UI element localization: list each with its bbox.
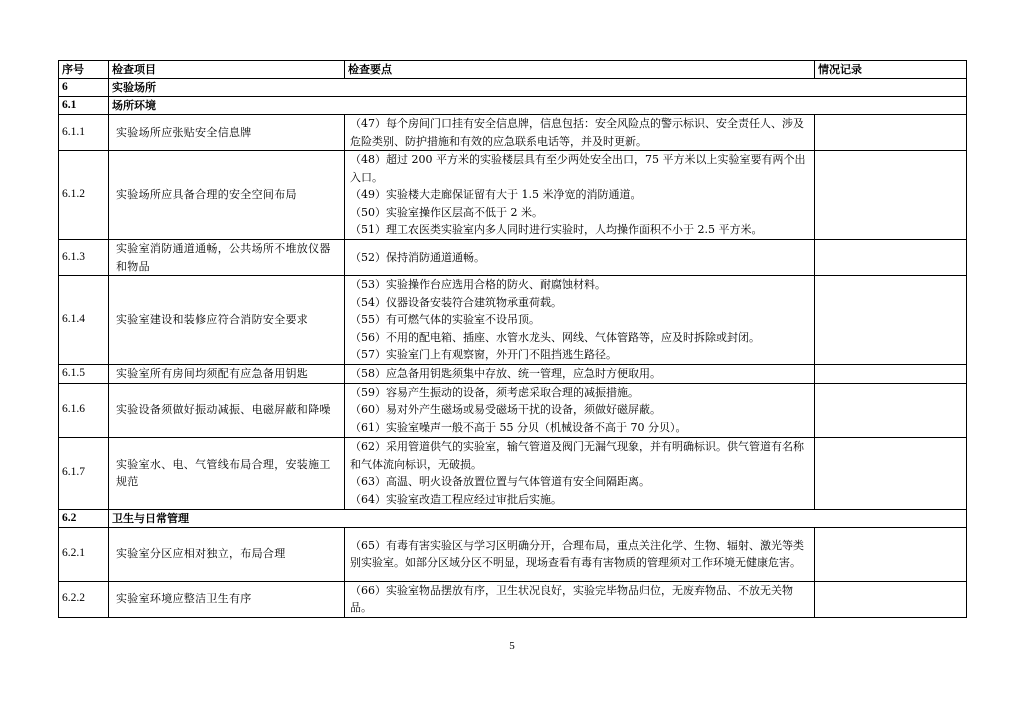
check-point: （52）保持消防通道通畅。: [350, 250, 485, 264]
page-number: 5: [509, 640, 515, 652]
table-row: [59, 276, 967, 365]
row-item: 实验室分区应相对独立，布局合理: [109, 527, 345, 581]
row-points: [345, 276, 815, 365]
record-cell: [815, 527, 967, 581]
section-title: 实验场所: [109, 79, 967, 97]
row-item: 实验室消防通道通畅，公共场所不堆放仪器和物品: [109, 240, 345, 276]
check-point: （66）实验室物品摆放有序，卫生状况良好，实验完毕物品归位，无废弃物品、不放无关物品。: [350, 583, 793, 614]
row-no: 6.1.4: [59, 276, 109, 365]
table-row: [59, 437, 967, 509]
row-no: 6.1.3: [59, 240, 109, 276]
header-no: 序号: [59, 61, 109, 79]
section-no: 6: [59, 79, 109, 97]
row-points: [345, 151, 815, 240]
subsection-no: 6.2: [59, 509, 109, 527]
check-point: （49）实验楼大走廊保证留有大于 1.5 米净宽的消防通道。: [350, 188, 642, 202]
record-cell: [815, 581, 967, 617]
check-point: （54）仪器设备安装符合建筑物承重荷载。: [350, 295, 562, 309]
check-point: （57）实验室门上有观察窗，外开门不阻挡逃生路径。: [350, 348, 617, 362]
table-row: [59, 151, 967, 240]
record-cell: [815, 151, 967, 240]
row-no: 6.2.2: [59, 581, 109, 617]
row-points: [345, 383, 815, 437]
check-point: （61）实验室噪声一般不高于 55 分贝（机械设备不高于 70 分贝）。: [350, 420, 687, 434]
row-points: [345, 240, 815, 276]
check-point: （64）实验室改造工程应经过审批后实施。: [350, 492, 562, 506]
row-no: 6.1.2: [59, 151, 109, 240]
row-points: [345, 437, 815, 509]
check-point: （63）高温、明火设备放置位置与气体管道有安全间隔距离。: [350, 475, 650, 488]
section-row: [59, 79, 967, 97]
record-cell: [815, 115, 967, 151]
record-cell: [815, 437, 967, 509]
check-point: （47）每个房间门口挂有安全信息牌，信息包括：安全风险点的警示标识、安全责任人、涉及危险类别、防护措施和有效的应急联系电话等，并及时更新。: [350, 117, 804, 148]
table-row: [59, 365, 967, 384]
row-item: 实验室水、电、气管线布局合理，安装施工规范: [109, 437, 345, 509]
check-point: （51）理工农医类实验室内多人同时进行实验时，人均操作面积不小于 2.5 平方米。: [350, 223, 763, 237]
subsection-row: [59, 97, 967, 115]
record-cell: [815, 240, 967, 276]
record-cell: [815, 365, 967, 384]
table-row: [59, 527, 967, 581]
table-row: [59, 581, 967, 617]
check-point: （58）应急备用钥匙须集中存放、统一管理，应急时方便取用。: [350, 367, 661, 380]
table-row: [59, 240, 967, 276]
check-point: （50）实验室操作区层高不低于 2 米。: [350, 205, 543, 219]
row-no: 6.2.1: [59, 527, 109, 581]
check-point: （53）实验操作台应选用合格的防火、耐腐蚀材料。: [350, 278, 606, 292]
check-point: （55）有可燃气体的实验室不设吊顶。: [350, 313, 540, 327]
row-no: 6.1.1: [59, 115, 109, 151]
row-no: 6.1.5: [59, 365, 109, 384]
table-header-row: [59, 61, 967, 79]
subsection-title: 卫生与日常管理: [109, 509, 967, 527]
row-item: 实验场所应具备合理的安全空间布局: [109, 151, 345, 240]
subsection-title: 场所环境: [109, 97, 967, 115]
check-point: （59）容易产生振动的设备，须考虑采取合理的减振措施。: [350, 385, 639, 399]
row-item: 实验室所有房间均须配有应急备用钥匙: [109, 365, 345, 384]
subsection-row: [59, 509, 967, 527]
row-no: 6.1.7: [59, 437, 109, 509]
header-record: 情况记录: [815, 61, 967, 79]
row-item: 实验室建设和装修应符合消防安全要求: [109, 276, 345, 365]
table-row: [59, 115, 967, 151]
row-no: 6.1.6: [59, 383, 109, 437]
check-point: （65）有毒有害实验区与学习区明确分开，合理布局，重点关注化学、生物、辐射、激光等类别实验室。如部分区域分区不明显，现场查看有毒有害物质的管理须对工作环境无健康危害。: [350, 538, 804, 569]
check-point: （62）采用管道供气的实验室，输气管道及阀门无漏气现象，并有明确标识。供气管道有名称和气体流向标识，无破损。: [350, 440, 804, 471]
check-point: （60）易对外产生磁场或易受磁场干扰的设备，须做好磁屏蔽。: [350, 403, 661, 417]
subsection-no: 6.1: [59, 97, 109, 115]
check-point: （56）不用的配电箱、插座、水管水龙头、网线、气体管路等，应及时拆除或封闭。: [350, 330, 760, 344]
row-item: 实验设备须做好振动减振、电磁屏蔽和降噪: [109, 383, 345, 437]
row-points: [345, 527, 815, 581]
row-points: [345, 115, 815, 151]
table-row: [59, 383, 967, 437]
check-point: （48）超过 200 平方米的实验楼层具有至少两处安全出口，75 平方米以上实验室要有两个出入口。: [350, 153, 806, 184]
header-item: 检查项目: [109, 61, 345, 79]
inspection-table: [58, 60, 967, 618]
header-points: 检查要点: [345, 61, 815, 79]
row-item: 实验室环境应整洁卫生有序: [109, 581, 345, 617]
row-points: [345, 581, 815, 617]
row-item: 实验场所应张贴安全信息牌: [109, 115, 345, 151]
record-cell: [815, 276, 967, 365]
table-body: [59, 79, 967, 618]
row-points: [345, 365, 815, 384]
record-cell: [815, 383, 967, 437]
